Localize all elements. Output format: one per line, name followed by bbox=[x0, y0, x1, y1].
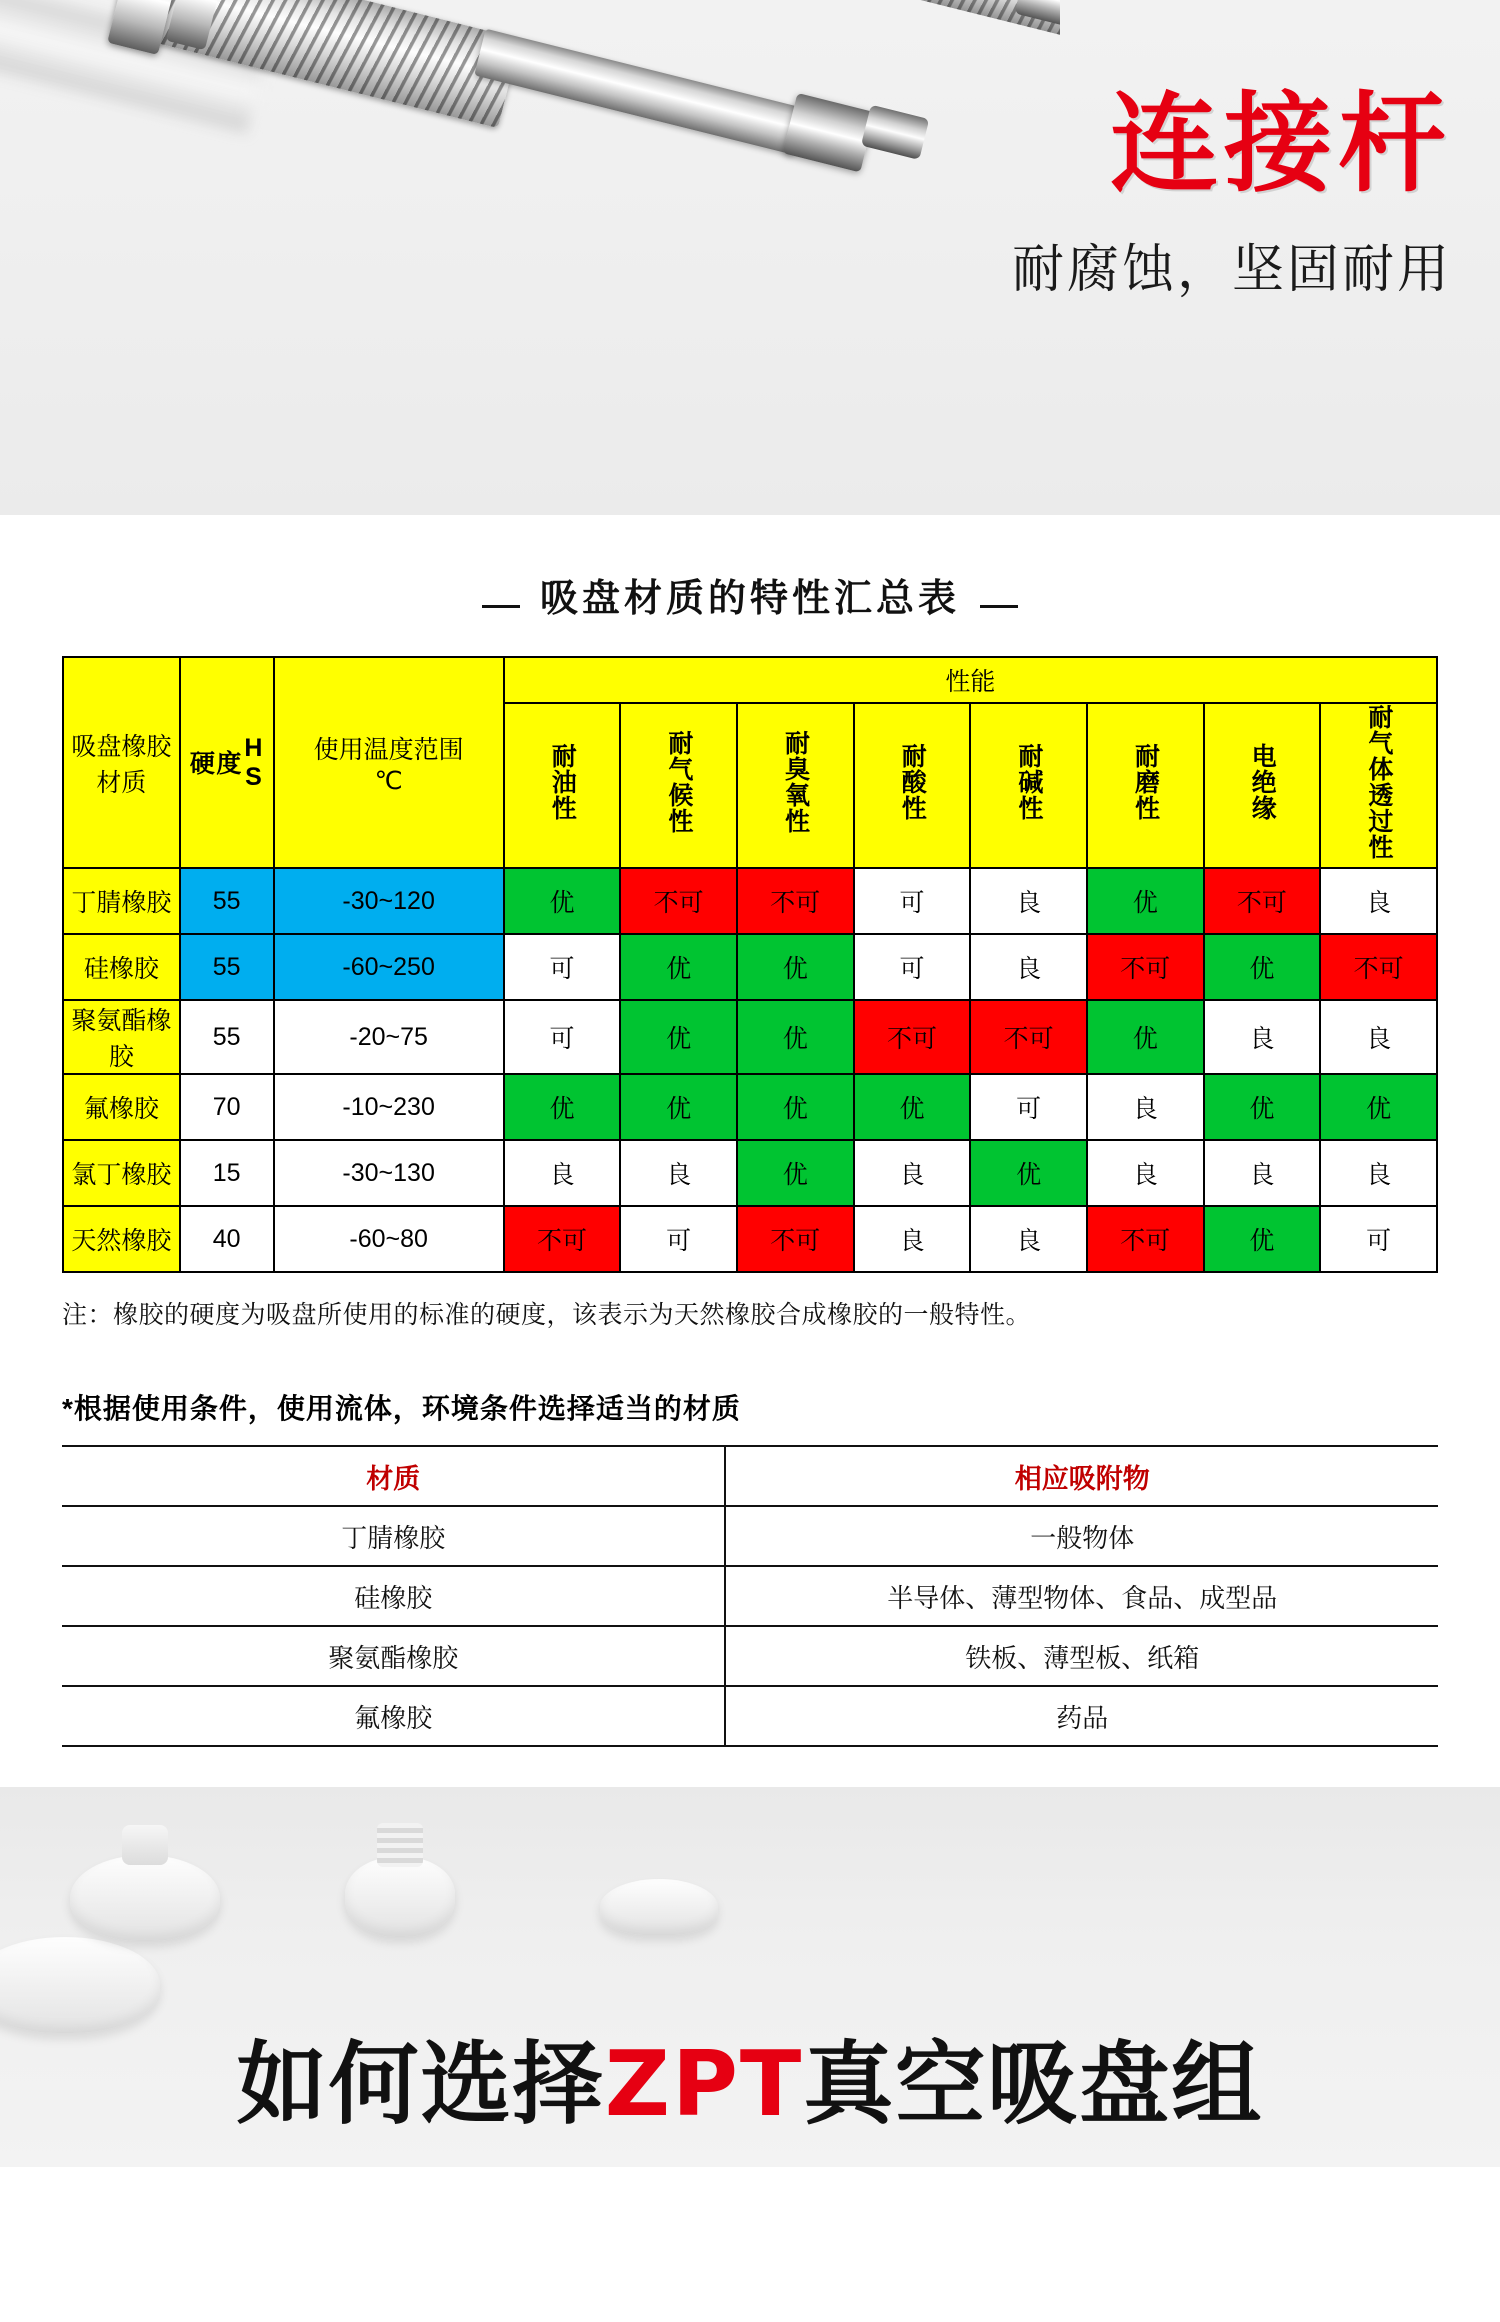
cell-performance-permeability: 良 bbox=[1320, 868, 1437, 934]
cell-material: 天然橡胶 bbox=[63, 1206, 180, 1272]
header-performance-group: 性能 bbox=[504, 657, 1437, 703]
cell-material: 硅橡胶 bbox=[63, 934, 180, 1000]
selection-cell-object: 铁板、薄型板、纸箱 bbox=[725, 1626, 1438, 1686]
cell-performance-ozone: 优 bbox=[737, 1074, 854, 1140]
header-material-line1: 吸盘橡胶 bbox=[71, 732, 172, 761]
cell-performance-abrasion: 良 bbox=[1087, 1140, 1204, 1206]
table-row bbox=[63, 868, 1437, 934]
header-temperature-label: 使用温度范围 bbox=[313, 735, 464, 764]
bottom-title bbox=[0, 2011, 1500, 2141]
table-row bbox=[63, 1140, 1437, 1206]
selection-cell-material: 丁腈橡胶 bbox=[62, 1506, 725, 1566]
suction-cup-3 bbox=[600, 1879, 718, 1935]
cell-performance-abrasion: 良 bbox=[1087, 1074, 1204, 1140]
cell-performance-ozone: 不可 bbox=[737, 1206, 854, 1272]
header-temperature bbox=[274, 657, 504, 868]
cell-performance-oil: 不可 bbox=[504, 1206, 621, 1272]
selection-table bbox=[62, 1445, 1438, 1747]
connecting-rod-photo bbox=[0, 0, 1060, 300]
bottom-banner bbox=[0, 1787, 1500, 2167]
table-row bbox=[63, 934, 1437, 1000]
bottom-title-part1: 如何选择 bbox=[236, 2032, 605, 2137]
selection-table-wrap bbox=[0, 1445, 1500, 1747]
table-row bbox=[63, 1074, 1437, 1140]
cell-performance-oil: 可 bbox=[504, 1000, 621, 1074]
cell-performance-weather: 优 bbox=[620, 934, 737, 1000]
cell-performance-insulation: 不可 bbox=[1204, 868, 1321, 934]
header-material bbox=[63, 657, 180, 868]
header-oil-resistance: 耐油性 bbox=[504, 703, 621, 868]
cell-performance-abrasion: 不可 bbox=[1087, 934, 1204, 1000]
table-note: 注：橡胶的硬度为吸盘所使用的标准的硬度，该表示为天然橡胶合成橡胶的一般特性。 bbox=[62, 1301, 1032, 1329]
table-header-row-1 bbox=[63, 657, 1437, 703]
cell-performance-oil: 优 bbox=[504, 868, 621, 934]
cell-hardness: 70 bbox=[180, 1074, 274, 1140]
cell-performance-insulation: 良 bbox=[1204, 1140, 1321, 1206]
selection-cell-material: 聚氨酯橡胶 bbox=[62, 1626, 725, 1686]
cell-performance-abrasion: 不可 bbox=[1087, 1206, 1204, 1272]
header-electrical-insulation: 电绝缘 bbox=[1204, 703, 1321, 868]
hero-banner bbox=[0, 0, 1500, 515]
cell-material: 氯丁橡胶 bbox=[63, 1140, 180, 1206]
header-material-line2: 材质 bbox=[96, 768, 147, 797]
cell-performance-ozone: 优 bbox=[737, 1000, 854, 1074]
selection-cell-object: 半导体、薄型物体、食品、成型品 bbox=[725, 1566, 1438, 1626]
cell-performance-acid: 良 bbox=[854, 1140, 971, 1206]
cell-performance-weather: 不可 bbox=[620, 868, 737, 934]
cell-performance-acid: 不可 bbox=[854, 1000, 971, 1074]
cell-performance-oil: 良 bbox=[504, 1140, 621, 1206]
cell-temperature-range: -30~120 bbox=[274, 868, 504, 934]
cell-temperature-range: -60~80 bbox=[274, 1206, 504, 1272]
properties-table-wrap bbox=[0, 656, 1500, 1273]
header-ozone-resistance: 耐臭氧性 bbox=[737, 703, 854, 868]
cell-hardness: 55 bbox=[180, 868, 274, 934]
cell-performance-ozone: 优 bbox=[737, 1140, 854, 1206]
rod-coupler bbox=[783, 93, 876, 173]
hero-subtitle: 耐腐蚀，坚固耐用 bbox=[1011, 241, 1452, 300]
cell-material: 丁腈橡胶 bbox=[63, 868, 180, 934]
header-hardness-vertical2: 度 bbox=[212, 749, 241, 776]
cell-temperature-range: -60~250 bbox=[274, 934, 504, 1000]
header-hardness-vertical: 硬 bbox=[186, 749, 215, 776]
table-row bbox=[63, 1000, 1437, 1074]
cell-performance-ozone: 优 bbox=[737, 934, 854, 1000]
header-hardness-hs: HS bbox=[239, 733, 268, 792]
selection-row bbox=[62, 1506, 1438, 1566]
cell-material: 氟橡胶 bbox=[63, 1074, 180, 1140]
header-acid-resistance: 耐酸性 bbox=[854, 703, 971, 868]
cell-material: 聚氨酯橡胶 bbox=[63, 1000, 180, 1074]
heading-dash-right bbox=[980, 605, 1018, 608]
cell-performance-alkali: 良 bbox=[970, 1206, 1087, 1272]
cell-performance-alkali: 可 bbox=[970, 1074, 1087, 1140]
cell-temperature-range: -20~75 bbox=[274, 1000, 504, 1074]
suction-cup-1 bbox=[70, 1855, 220, 1941]
cell-performance-weather: 优 bbox=[620, 1074, 737, 1140]
rod-tip bbox=[861, 105, 929, 160]
table-row bbox=[63, 1206, 1437, 1272]
heading-dash-left bbox=[482, 605, 520, 608]
suction-cups-photo bbox=[0, 1805, 900, 1985]
cell-performance-acid: 良 bbox=[854, 1206, 971, 1272]
cell-performance-abrasion: 优 bbox=[1087, 1000, 1204, 1074]
selection-row bbox=[62, 1686, 1438, 1746]
selection-header-object: 相应吸附物 bbox=[725, 1446, 1438, 1506]
properties-table bbox=[62, 656, 1438, 1273]
cell-performance-insulation: 优 bbox=[1204, 934, 1321, 1000]
header-alkali-resistance: 耐碱性 bbox=[970, 703, 1087, 868]
cell-performance-permeability: 不可 bbox=[1320, 934, 1437, 1000]
cell-performance-weather: 可 bbox=[620, 1206, 737, 1272]
cell-performance-oil: 可 bbox=[504, 934, 621, 1000]
cell-hardness: 15 bbox=[180, 1140, 274, 1206]
header-hardness bbox=[180, 657, 274, 868]
cell-performance-permeability: 良 bbox=[1320, 1000, 1437, 1074]
section-heading bbox=[0, 515, 1500, 656]
cell-hardness: 40 bbox=[180, 1206, 274, 1272]
selection-cell-material: 氟橡胶 bbox=[62, 1686, 725, 1746]
cell-performance-permeability: 优 bbox=[1320, 1074, 1437, 1140]
header-abrasion-resistance: 耐磨性 bbox=[1087, 703, 1204, 868]
properties-table-body bbox=[63, 868, 1437, 1272]
selection-row bbox=[62, 1566, 1438, 1626]
cell-performance-permeability: 良 bbox=[1320, 1140, 1437, 1206]
cell-performance-weather: 良 bbox=[620, 1140, 737, 1206]
cell-performance-ozone: 不可 bbox=[737, 868, 854, 934]
bottom-title-part3: 真空吸盘组 bbox=[803, 2032, 1264, 2137]
cell-performance-oil: 优 bbox=[504, 1074, 621, 1140]
cell-performance-permeability: 可 bbox=[1320, 1206, 1437, 1272]
content-section bbox=[0, 515, 1500, 1787]
selection-row bbox=[62, 1626, 1438, 1686]
cell-performance-alkali: 优 bbox=[970, 1140, 1087, 1206]
suction-cup-2 bbox=[345, 1857, 455, 1937]
header-temperature-unit: ℃ bbox=[374, 766, 403, 795]
header-weather-resistance: 耐气候性 bbox=[620, 703, 737, 868]
cell-performance-abrasion: 优 bbox=[1087, 868, 1204, 934]
selection-cell-object: 一般物体 bbox=[725, 1506, 1438, 1566]
cell-performance-acid: 可 bbox=[854, 934, 971, 1000]
selection-header-row bbox=[62, 1446, 1438, 1506]
hero-title: 连接杆 bbox=[1109, 82, 1452, 207]
selection-cell-object: 药品 bbox=[725, 1686, 1438, 1746]
cell-performance-alkali: 良 bbox=[970, 934, 1087, 1000]
rod-shaft bbox=[474, 29, 806, 155]
cell-performance-acid: 优 bbox=[854, 1074, 971, 1140]
header-gas-permeability: 耐气体透过性 bbox=[1320, 703, 1437, 868]
selection-header-material: 材质 bbox=[62, 1446, 725, 1506]
cell-performance-alkali: 良 bbox=[970, 868, 1087, 934]
cell-temperature-range: -30~130 bbox=[274, 1140, 504, 1206]
cell-hardness: 55 bbox=[180, 1000, 274, 1074]
hero-title-block bbox=[1011, 82, 1452, 302]
selection-cell-material: 硅橡胶 bbox=[62, 1566, 725, 1626]
bottom-title-brand: ZPT bbox=[604, 2032, 804, 2137]
cell-performance-acid: 可 bbox=[854, 868, 971, 934]
cell-hardness: 55 bbox=[180, 934, 274, 1000]
cell-performance-alkali: 不可 bbox=[970, 1000, 1087, 1074]
cell-performance-insulation: 优 bbox=[1204, 1206, 1321, 1272]
selection-table-body bbox=[62, 1506, 1438, 1746]
cell-temperature-range: -10~230 bbox=[274, 1074, 504, 1140]
cell-performance-weather: 优 bbox=[620, 1000, 737, 1074]
cell-performance-insulation: 优 bbox=[1204, 1074, 1321, 1140]
cell-performance-insulation: 良 bbox=[1204, 1000, 1321, 1074]
page-title: 吸盘材质的特性汇总表 bbox=[539, 578, 960, 620]
selection-title: *根据使用条件，使用流体，环境条件选择适当的材质 bbox=[62, 1393, 741, 1424]
